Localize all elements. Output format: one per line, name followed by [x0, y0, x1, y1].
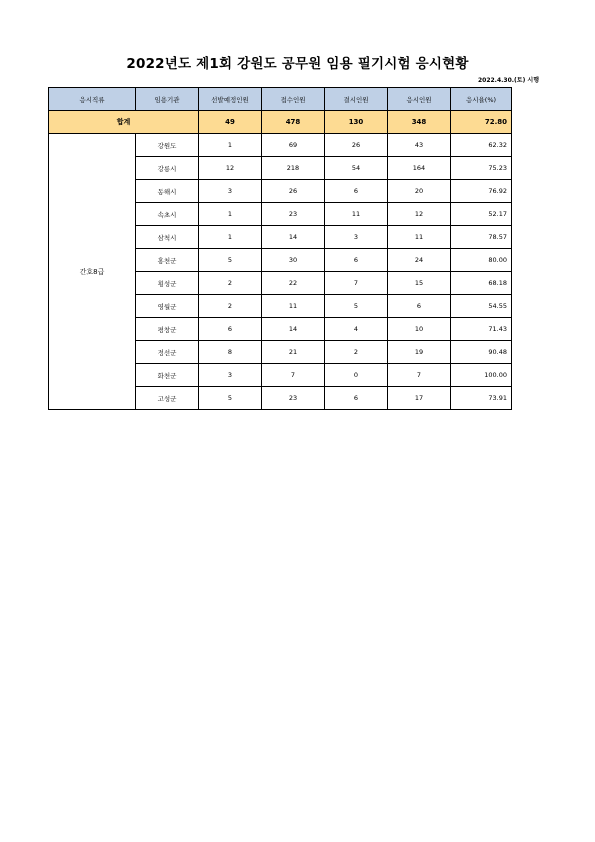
applied-cell: 23 — [262, 387, 325, 410]
attended-cell: 6 — [388, 295, 451, 318]
org-cell: 고성군 — [136, 387, 199, 410]
total-rate: 72.80 — [451, 111, 512, 134]
exam-date-note: 2022.4.30.(토) 시행 — [477, 77, 539, 84]
absent-cell: 4 — [325, 318, 388, 341]
rate-cell: 76.92 — [451, 180, 512, 203]
absent-cell: 5 — [325, 295, 388, 318]
attended-cell: 17 — [388, 387, 451, 410]
absent-cell: 6 — [325, 387, 388, 410]
applied-cell: 14 — [262, 226, 325, 249]
total-planned: 49 — [199, 111, 262, 134]
planned-cell: 5 — [199, 249, 262, 272]
org-cell: 화천군 — [136, 364, 199, 387]
attended-cell: 20 — [388, 180, 451, 203]
attended-cell: 15 — [388, 272, 451, 295]
absent-cell: 3 — [325, 226, 388, 249]
attended-cell: 10 — [388, 318, 451, 341]
org-cell: 홍천군 — [136, 249, 199, 272]
applied-cell: 21 — [262, 341, 325, 364]
attended-cell: 11 — [388, 226, 451, 249]
absent-cell: 11 — [325, 203, 388, 226]
applied-cell: 30 — [262, 249, 325, 272]
applied-cell: 69 — [262, 134, 325, 157]
header-row — [49, 88, 512, 111]
total-label: 합계 — [49, 111, 199, 134]
org-cell: 정선군 — [136, 341, 199, 364]
rate-cell: 73.91 — [451, 387, 512, 410]
applied-cell: 7 — [262, 364, 325, 387]
page-title: 2022년도 제1회 강원도 공무원 임용 필기시험 응시현황 — [126, 56, 469, 72]
applied-cell: 14 — [262, 318, 325, 341]
rate-cell: 75.23 — [451, 157, 512, 180]
applied-cell: 23 — [262, 203, 325, 226]
planned-cell: 2 — [199, 295, 262, 318]
org-cell: 동해시 — [136, 180, 199, 203]
rate-cell: 100.00 — [451, 364, 512, 387]
total-applied: 478 — [262, 111, 325, 134]
header-cell: 결시인원 — [325, 88, 388, 111]
org-cell: 횡성군 — [136, 272, 199, 295]
absent-cell: 7 — [325, 272, 388, 295]
org-cell: 평창군 — [136, 318, 199, 341]
rate-cell: 62.32 — [451, 134, 512, 157]
total-absent: 130 — [325, 111, 388, 134]
absent-cell: 6 — [325, 180, 388, 203]
header-cell: 응시인원 — [388, 88, 451, 111]
category-cell: 간호8급 — [49, 134, 136, 410]
rate-cell: 90.48 — [451, 341, 512, 364]
total-attended: 348 — [388, 111, 451, 134]
planned-cell: 5 — [199, 387, 262, 410]
header-cell: 접수인원 — [262, 88, 325, 111]
rate-cell: 54.55 — [451, 295, 512, 318]
header-cell: 선발예정인원 — [199, 88, 262, 111]
planned-cell: 6 — [199, 318, 262, 341]
header-cell: 응시직류 — [49, 88, 136, 111]
absent-cell: 6 — [325, 249, 388, 272]
exam-status-table — [48, 87, 512, 410]
planned-cell: 1 — [199, 226, 262, 249]
org-cell: 강릉시 — [136, 157, 199, 180]
planned-cell: 8 — [199, 341, 262, 364]
header-cell: 응시율(%) — [451, 88, 512, 111]
header-cell: 임용기관 — [136, 88, 199, 111]
applied-cell: 26 — [262, 180, 325, 203]
rate-cell: 71.43 — [451, 318, 512, 341]
table-row — [49, 134, 512, 157]
attended-cell: 19 — [388, 341, 451, 364]
rate-cell: 80.00 — [451, 249, 512, 272]
absent-cell: 26 — [325, 134, 388, 157]
planned-cell: 3 — [199, 364, 262, 387]
planned-cell: 12 — [199, 157, 262, 180]
planned-cell: 2 — [199, 272, 262, 295]
attended-cell: 43 — [388, 134, 451, 157]
attended-cell: 12 — [388, 203, 451, 226]
absent-cell: 54 — [325, 157, 388, 180]
applied-cell: 22 — [262, 272, 325, 295]
absent-cell: 2 — [325, 341, 388, 364]
applied-cell: 218 — [262, 157, 325, 180]
absent-cell: 0 — [325, 364, 388, 387]
total-row — [49, 111, 512, 134]
rate-cell: 52.17 — [451, 203, 512, 226]
org-cell: 영월군 — [136, 295, 199, 318]
org-cell: 속초시 — [136, 203, 199, 226]
rate-cell: 78.57 — [451, 226, 512, 249]
rate-cell: 68.18 — [451, 272, 512, 295]
org-cell: 삼척시 — [136, 226, 199, 249]
attended-cell: 164 — [388, 157, 451, 180]
planned-cell: 1 — [199, 203, 262, 226]
applied-cell: 11 — [262, 295, 325, 318]
attended-cell: 7 — [388, 364, 451, 387]
planned-cell: 3 — [199, 180, 262, 203]
org-cell: 강원도 — [136, 134, 199, 157]
attended-cell: 24 — [388, 249, 451, 272]
planned-cell: 1 — [199, 134, 262, 157]
